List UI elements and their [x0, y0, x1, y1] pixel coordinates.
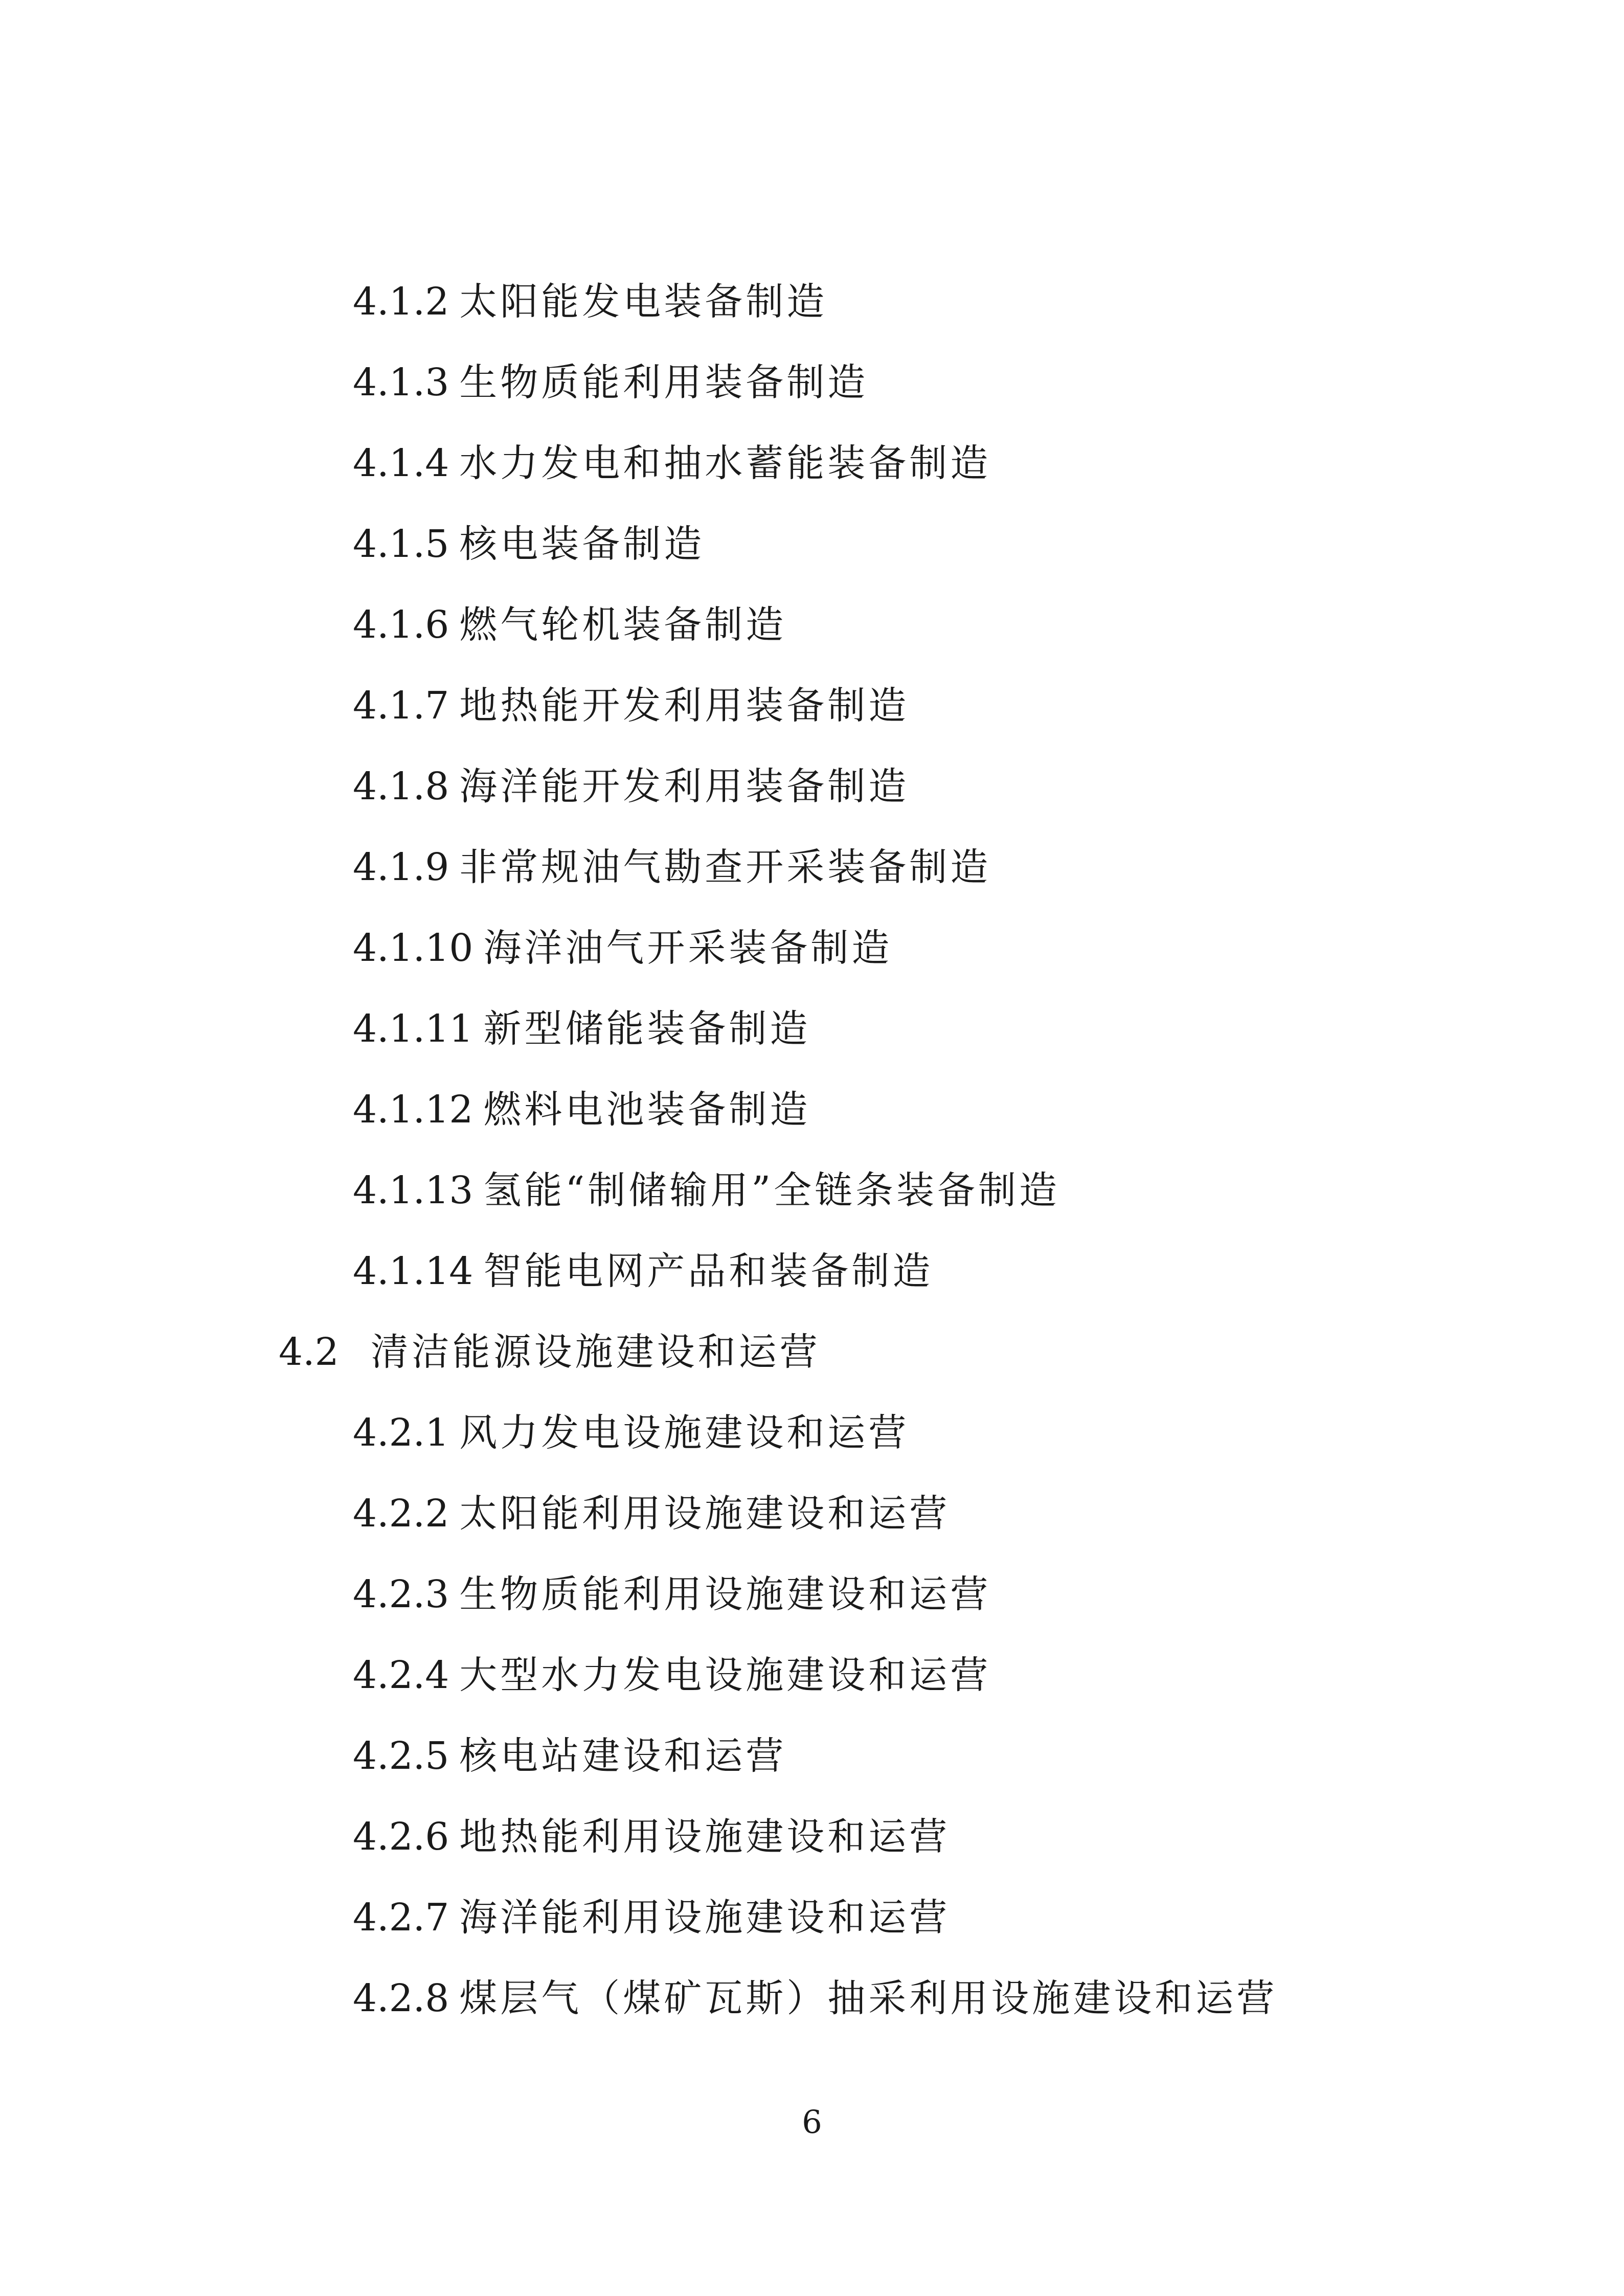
toc-entry [353, 761, 909, 812]
toc-entry-number: 4.1.3 [353, 361, 449, 404]
toc-entry-number: 4.1.10 [353, 926, 473, 970]
toc-entry-number: 4.1.6 [353, 603, 449, 647]
toc-entry-title: 太阳能发电装备制造 [459, 280, 828, 324]
toc-entry [353, 519, 705, 570]
toc-entry [353, 1650, 991, 1701]
toc-entry-number: 4.2.4 [353, 1653, 449, 1697]
toc-entry-number: 4.1.2 [353, 280, 449, 324]
toc-entry [353, 1730, 786, 1782]
toc-entry-title: 海洋油气开采装备制造 [483, 926, 893, 970]
toc-entry [353, 680, 909, 731]
toc-entry [353, 438, 991, 489]
toc-entry [353, 357, 868, 408]
toc-entry-title: 水力发电和抽水蓄能装备制造 [459, 441, 991, 485]
toc-entry-number: 4.2.7 [353, 1896, 449, 1940]
toc-entry-number: 4.1.8 [353, 764, 449, 808]
toc-entry-title: 太阳能利用设施建设和运营 [459, 1492, 951, 1536]
toc-entry-number: 4.1.13 [353, 1168, 473, 1212]
toc-entry [353, 922, 892, 974]
page-number: 6 [802, 2103, 822, 2141]
toc-entry-title: 非常规油气勘查开采装备制造 [459, 845, 991, 889]
toc-entry-number: 4.2.3 [353, 1572, 449, 1616]
toc-entry [353, 842, 991, 893]
toc-entry-number: 4.1.12 [353, 1088, 473, 1132]
toc-entry [353, 1973, 1277, 2024]
toc-entry [353, 1003, 810, 1054]
toc-entry [353, 1407, 909, 1458]
toc-entry-title: 新型储能装备制造 [483, 1007, 811, 1051]
toc-entry-number: 4.1.4 [353, 441, 449, 485]
toc-entry-title: 核电装备制造 [459, 522, 705, 566]
toc-entry-title: 风力发电设施建设和运营 [459, 1411, 910, 1455]
toc-entry-title: 生物质能利用装备制造 [459, 361, 869, 404]
toc-entry [353, 1811, 950, 1862]
toc-entry-title: 燃气轮机装备制造 [459, 603, 787, 647]
toc-entry-title: 核电站建设和运营 [459, 1734, 787, 1778]
toc-entry [353, 1488, 950, 1539]
toc-entry-number: 4.2.6 [353, 1815, 449, 1859]
toc-entry-number: 4.2 [279, 1330, 339, 1374]
toc-entry-title: 地热能利用设施建设和运营 [459, 1815, 951, 1859]
toc-entry-number: 4.2.1 [353, 1411, 449, 1455]
toc-entry-title: 生物质能利用设施建设和运营 [459, 1572, 991, 1616]
toc-entry [353, 1246, 933, 1297]
toc-entry [353, 276, 827, 327]
toc-entry [353, 599, 786, 650]
toc-entry-title: 智能电网产品和装备制造 [483, 1249, 934, 1293]
toc-section-heading [279, 1326, 821, 1378]
toc-entry-title: 氢能“制储输用”全链条装备制造 [483, 1168, 1061, 1212]
toc-entry [353, 1084, 810, 1135]
toc-entry-number: 4.1.7 [353, 684, 449, 728]
toc-entry-number: 4.1.11 [353, 1007, 473, 1051]
toc-entry-number: 4.1.14 [353, 1249, 473, 1293]
toc-entry-title: 燃料电池装备制造 [483, 1088, 811, 1132]
toc-entry-number: 4.2.2 [353, 1492, 449, 1536]
toc-entry-title: 地热能开发利用装备制造 [459, 684, 910, 728]
toc-entry-title: 大型水力发电设施建设和运营 [459, 1653, 991, 1697]
toc-entry-title: 海洋能利用设施建设和运营 [459, 1896, 951, 1940]
toc-entry-title: 海洋能开发利用装备制造 [459, 764, 910, 808]
toc-entry [353, 1892, 950, 1943]
toc-entry-number: 4.2.8 [353, 1976, 449, 2020]
toc-entry [353, 1165, 1060, 1216]
toc-entry-number: 4.2.5 [353, 1734, 449, 1778]
toc-entry-number: 4.1.5 [353, 522, 449, 566]
toc-entry-title: 煤层气（煤矿瓦斯）抽采利用设施建设和运营 [459, 1976, 1278, 2020]
toc-entry-title: 清洁能源设施建设和运营 [370, 1330, 821, 1374]
toc-entry [353, 1569, 991, 1620]
toc-entry-number: 4.1.9 [353, 845, 449, 889]
